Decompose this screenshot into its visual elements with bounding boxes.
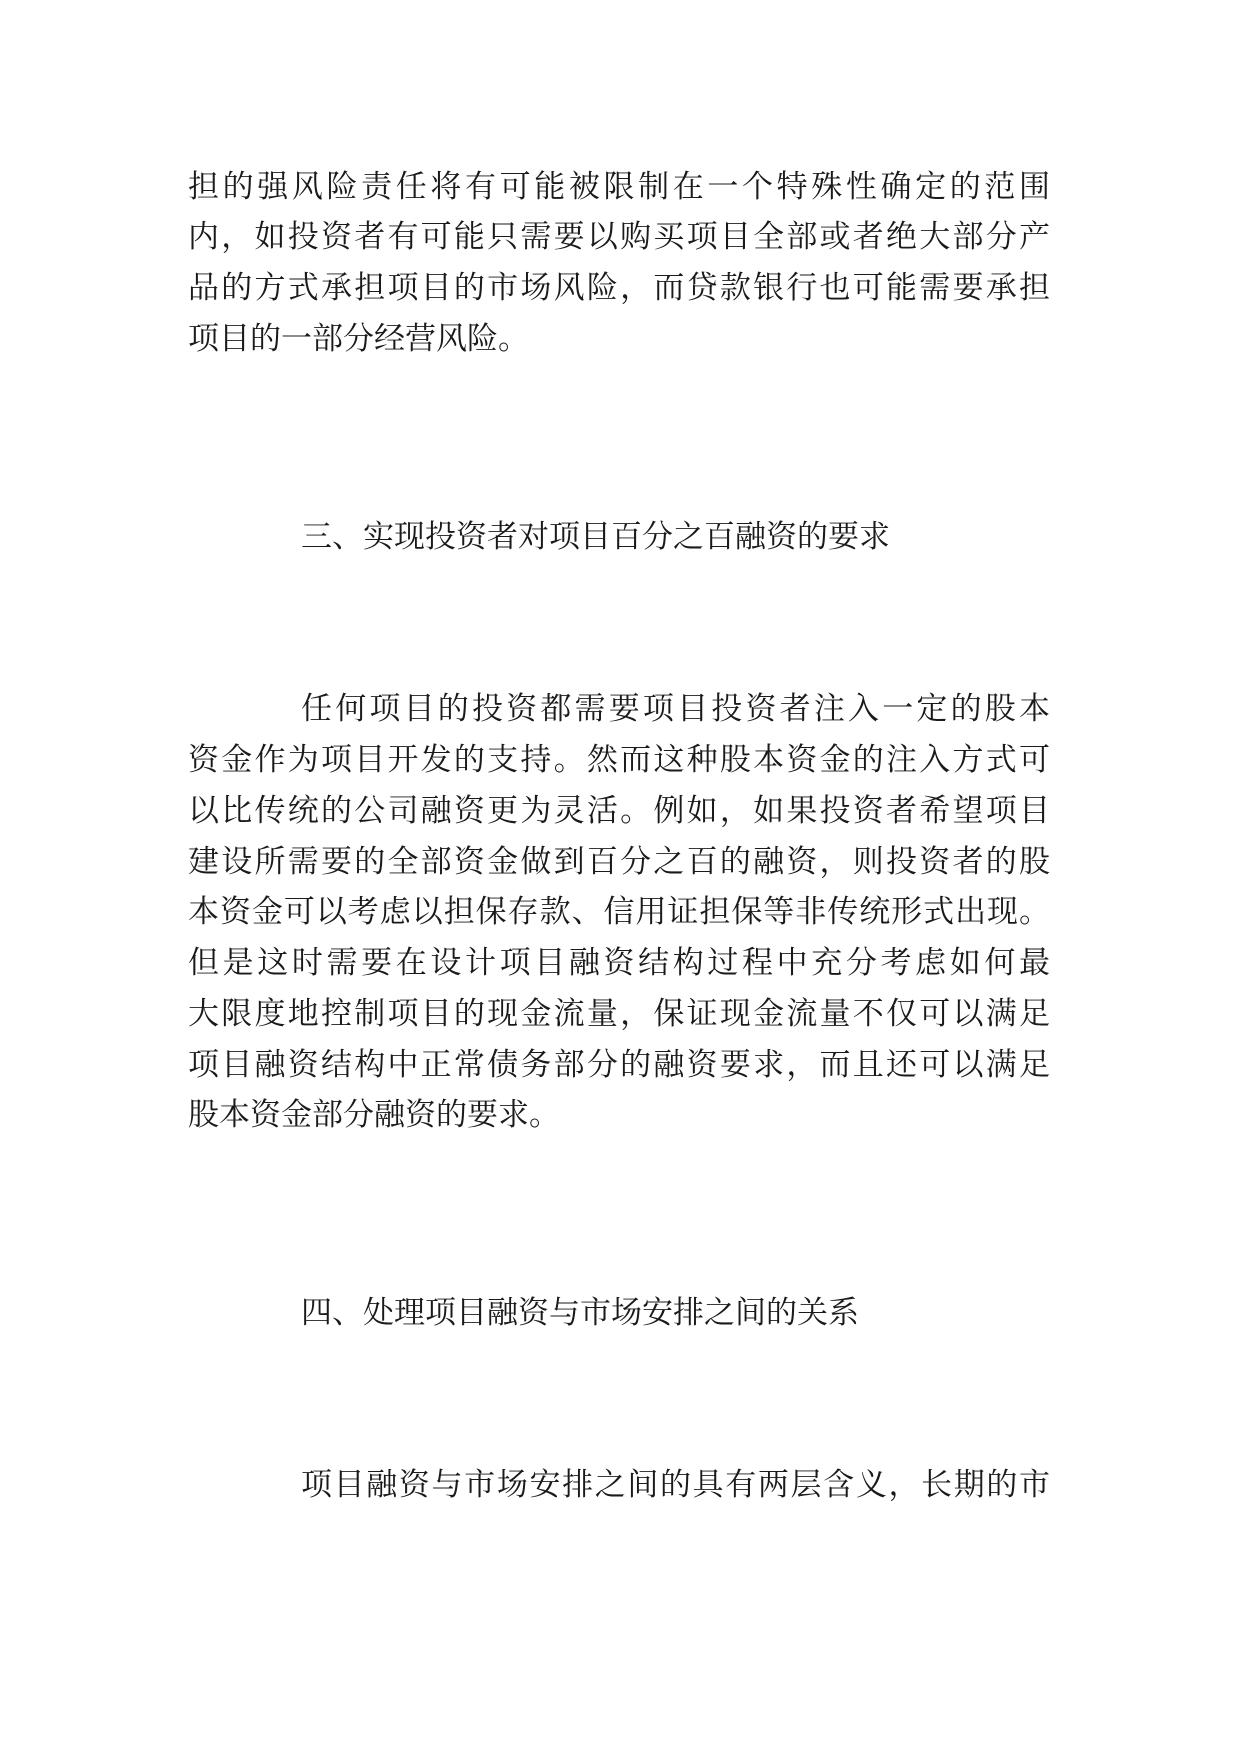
paragraph-2-line-7: 大限度地控制项目的现金流量，保证现金流量不仅可以满足 (188, 996, 1050, 1032)
paragraph-1-line-4: 项目的一部分经营风险。 (188, 321, 529, 357)
paragraph-2-line-3: 以比传统的公司融资更为灵活。例如，如果投资者希望项目 (188, 793, 1050, 829)
paragraph-2-line-5: 本资金可以考虑以担保存款、信用证担保等非传统形式出现。 (188, 894, 1050, 930)
paragraph-3-line-1: 项目融资与市场安排之间的具有两层含义，长期的市 (301, 1467, 1050, 1503)
paragraph-2-line-6: 但是这时需要在设计项目融资结构过程中充分考虑如何最 (188, 945, 1050, 981)
section-heading-3: 三、实现投资者对项目百分之百融资的要求 (301, 519, 890, 555)
paragraph-2-line-1: 任何项目的投资都需要项目投资者注入一定的股本 (301, 691, 1050, 727)
paragraph-2-line-2: 资金作为项目开发的支持。然而这种股本资金的注入方式可 (188, 742, 1050, 778)
section-heading-4: 四、处理项目融资与市场安排之间的关系 (301, 1295, 859, 1331)
paragraph-1-line-1: 担的强风险责任将有可能被限制在一个特殊性确定的范围 (188, 169, 1050, 205)
paragraph-2-line-9: 股本资金部分融资的要求。 (188, 1097, 560, 1133)
paragraph-2-line-4: 建设所需要的全部资金做到百分之百的融资，则投资者的股 (188, 844, 1050, 880)
paragraph-1-line-3: 品的方式承担项目的市场风险，而贷款银行也可能需要承担 (188, 270, 1050, 306)
paragraph-1-line-2: 内，如投资者有可能只需要以购买项目全部或者绝大部分产 (188, 219, 1050, 255)
paragraph-2-line-8: 项目融资结构中正常债务部分的融资要求，而且还可以满足 (188, 1047, 1050, 1083)
